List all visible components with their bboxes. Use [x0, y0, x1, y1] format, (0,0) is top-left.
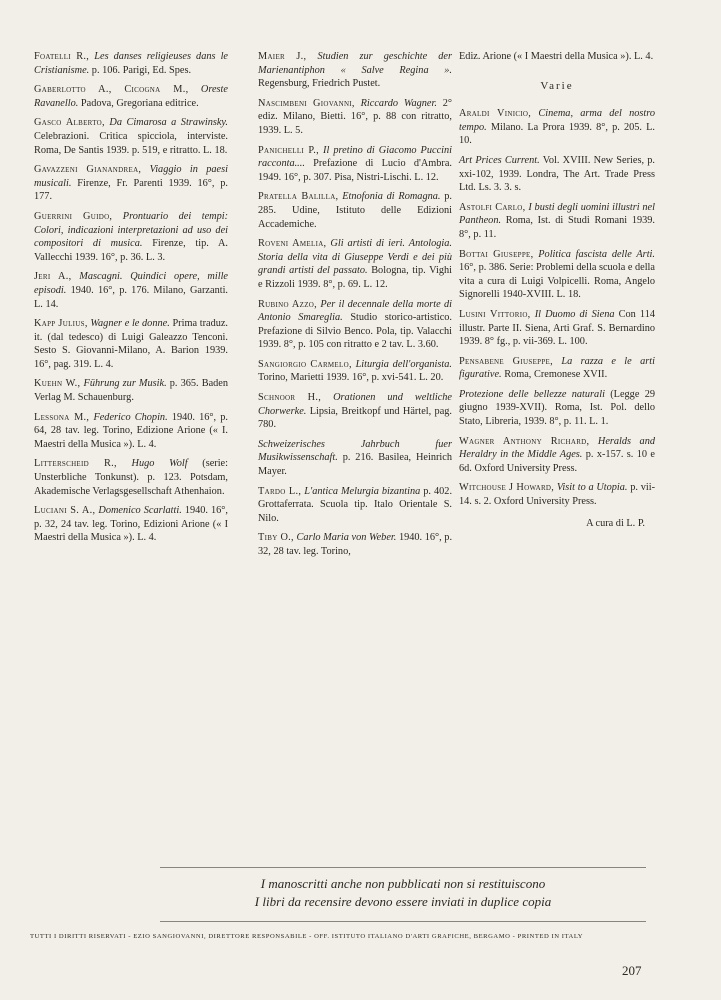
entry-title: Protezione delle bellezze naturali	[459, 388, 605, 400]
entry-author: Wagner Anthony Richard,	[459, 435, 590, 447]
curator-credit: A cura di L. P.	[586, 517, 645, 529]
bibliography-column-3	[459, 50, 655, 530]
bibliography-entry	[258, 391, 452, 432]
entry-details: p. 402. Grottaferrata. Scuola tip. Italo Orientale S. Nilo.	[258, 485, 453, 524]
entry-author: Roveni Amelia,	[258, 238, 327, 250]
entry-title: Les danses religieuses dans le Cristianisme.	[34, 51, 228, 76]
entry-details: 1940. 16°, p. 32, 28 tav. leg. Torino,	[258, 532, 453, 557]
entry-title: Il pretino di Giacomo Puccini racconta....	[258, 144, 453, 170]
entry-details: Milano. La Prora 1939. 8°, p. 205. L. 10.	[459, 121, 656, 147]
bibliography-entry	[258, 97, 452, 138]
entry-details: Regensburg, Friedrich Pustet.	[258, 78, 381, 90]
entry-author: Guerrini Guido,	[34, 210, 113, 222]
entry-details: p. 365. Baden Verlag M. Schauenburg.	[34, 378, 229, 404]
entry-details: p. 285. Udine, Istituto delle Edizioni Accademiche.	[258, 191, 452, 230]
entry-title: Prontuario dei tempi: Colori, indicazioni interpretazioni ad uso dei compositori di musica.	[34, 210, 229, 250]
entry-title: Riccardo Wagner.	[360, 97, 437, 109]
bibliography-entry	[258, 358, 452, 385]
section-heading-varie: Varie	[540, 79, 574, 92]
entry-author: Witchouse J Howard,	[459, 482, 555, 494]
entry-author: Panichelli P.,	[258, 144, 320, 156]
entry-title: Liturgia dell'organista.	[355, 358, 452, 370]
entry-author: Pratella Balilla,	[258, 191, 339, 203]
entry-details: Bologna, tip. Vighi e Rizzoli 1939. 8°, p. 69. L. 12.	[258, 265, 452, 290]
bibliography-entry	[459, 435, 655, 476]
entry-author: Gavazzeni Gianandrea,	[34, 164, 142, 176]
entry-details: 1940. 16°, p. 32, 24 tav. leg. Torino, Edizioni Arione (« I Maestri della Musica »). L. 4.	[34, 505, 228, 544]
entry-title: L'antica Melurgia bizantina	[304, 485, 421, 497]
entry-author: Pensabene Giuseppe,	[459, 355, 553, 367]
bibliography-entry	[459, 481, 655, 508]
bibliography-entry	[34, 83, 228, 110]
entry-title: Führung zur Musik.	[83, 378, 167, 390]
entry-details: Vol. XVIII. New Series, p. xxi-102, 1939. Londra, The Art. Trade Press Ltd. Ls. 3. 3. s.	[459, 154, 655, 194]
bibliography-entry	[34, 163, 228, 204]
bibliography-entry	[258, 438, 452, 479]
entry-details: 1940. 16°, p. 176. Milano, Garzanti. L. 14.	[34, 284, 229, 310]
entry-title: Il Duomo di Siena	[534, 308, 615, 320]
bibliography-entry	[459, 107, 655, 148]
entry-title: Cinema, arma del nostro tempo.	[459, 108, 656, 133]
bibliography-column-2	[258, 50, 452, 565]
bibliography-entry	[34, 116, 228, 157]
entry-author: Astolfi Carlo,	[459, 201, 526, 213]
bibliography-entry	[459, 388, 655, 429]
bibliography-entry	[258, 144, 452, 185]
entry-details: Lipsia, Breitkopf und Härtel, pag. 780.	[258, 405, 452, 431]
entry-author: Jeri A.,	[34, 271, 72, 283]
entry-details: p. vii-14. s. 2. Oxford University Press.	[459, 482, 655, 508]
entry-author: Kapp Julius,	[34, 318, 88, 330]
bibliography-entry	[34, 377, 228, 404]
bibliography-entry	[34, 317, 228, 371]
entry-title: Per il decennale della morte di Antonio Smareglia.	[258, 298, 452, 324]
bibliography-entry	[258, 237, 452, 291]
entry-author: Kuehn W.,	[34, 378, 81, 390]
entry-author: Foatelli R.,	[34, 51, 90, 62]
entry-title: La razza e le arti figurative.	[459, 355, 655, 381]
entry-author: Araldi Vinicio,	[459, 108, 532, 120]
entry-details: Prima traduz. it. (dal tedesco) di Luigi Galeazzo Tenconi. Sesto S. Giovanni-Milano, A. Barion 1939. 16°, pag. 319. L. 4.	[34, 318, 229, 370]
entry-details: 16°, p. 386. Serie: Problemi della scuola e della vita a cura di Luigi Volpicelli. Roma, Angelo Signorelli 1940-XVIII. L. 18.	[459, 262, 655, 301]
divider-bottom	[160, 921, 646, 922]
entry-author: Gaberlotto A., Cicogna M.,	[34, 84, 189, 96]
entry-title: Visit to a Utopia.	[556, 482, 628, 494]
entry-title: Gli artisti di ieri. Antologia. Storia della vita di Giuseppe Verdi e dei più grandi artisti del passato.	[258, 238, 452, 277]
bibliography-entry	[34, 411, 228, 452]
entry-details: Con 114 illustr. Parte II. Siena, Arti Graf. S. Bernardino 1939. 8° fg., p. vii-369. L. 100.	[459, 308, 655, 348]
entry-author: Schnoor H.,	[258, 392, 322, 404]
entry-title: Orationen und weltliche Chorwerke.	[258, 392, 452, 417]
bibliography-entry	[459, 201, 655, 242]
entry-details: p. x-157. s. 10 e 6d. Oxford University Press.	[459, 449, 655, 474]
entry-details: Prefazione di Lucio d'Ambra. 1949. 16°, p. 307. Pisa, Nistri-Lischi. L. 12.	[258, 158, 452, 183]
bibliography-entry	[258, 298, 452, 352]
entry-author: Nascimbeni Giovanni,	[258, 97, 355, 109]
entry-details: Roma, Ist. di Studi Romani 1939. 8°, p. 11.	[459, 215, 655, 240]
entry-details: Firenze, tip. A. Vallecchi 1939. 16°, p. 36. L. 3.	[34, 238, 228, 263]
entry-author: Bottai Giuseppe,	[459, 248, 534, 260]
bibliography-entry	[34, 210, 228, 264]
bibliography-entry	[34, 457, 228, 498]
entry-author: Rubino Azzo,	[258, 298, 318, 310]
entry-details: Torino, Marietti 1939. 16°, p. xvi-541. L. 20.	[258, 372, 444, 384]
entry-author: Lusini Vittorio,	[459, 308, 531, 320]
page-number: 207	[622, 963, 642, 978]
entry-details: p. 216. Basilea, Heinrich Mayer.	[258, 452, 452, 478]
entry-author: Luciani S. A.,	[34, 505, 96, 517]
entry-details: 1940. 16°, p. 64, 28 tav. leg. Torino, Edizione Arione (« I. Maestri della Musica »). L. 4.	[34, 411, 228, 450]
bibliography-entry	[459, 154, 655, 195]
entry-details: Padova, Gregoriana editrice.	[80, 97, 199, 109]
notice-manuscripts: I manoscritti anche non pubblicati non si restituiscono	[260, 876, 546, 891]
entry-title: Heralds and Heraldry in the Middle Ages.	[459, 435, 655, 461]
entry-author: Tiby O.,	[258, 532, 294, 544]
bibliography-entry	[258, 531, 452, 558]
bibliography-entry	[459, 308, 655, 349]
continued-entry: Ediz. Arione (« I Maestri della Musica »). L. 4.	[459, 51, 654, 62]
entry-title: Viaggio in paesi musicali.	[34, 164, 228, 189]
notice-review-copies: I libri da recensire devono essere inviati in duplice copia	[254, 894, 552, 909]
entry-author: Litterscheid R.,	[34, 458, 117, 470]
bibliography-entry	[459, 248, 655, 302]
entry-title: Politica fascista delle Arti.	[538, 248, 655, 260]
entry-author: Tardo L.,	[258, 485, 302, 497]
entry-title: Wagner e le donne.	[90, 318, 170, 330]
entry-title: Oreste Ravanello.	[34, 84, 228, 109]
entry-title: Domenico Scarlatti.	[98, 505, 182, 517]
entry-author: Maier J.,	[258, 51, 307, 62]
entry-title: Carlo Maria von Weber.	[296, 532, 397, 544]
publisher-credits: TUTTI I DIRITTI RISERVATI - EZIO SANGIOVANNI, DIRETTORE RESPONSABILE - OFF. ISTITUTO ITALIANO D'ARTI GRAFICHE, BERGAMO - PRINTED IN ITALY	[30, 933, 584, 940]
entry-details: p. 106. Parigi, Ed. Spes.	[91, 64, 192, 76]
bibliography-entry	[34, 504, 228, 545]
entry-title: Studien zur geschichte der Marienantiphon « Salve Regina ».	[258, 51, 453, 76]
entry-details: Firenze, Fr. Parenti 1939. 16°, p. 177.	[34, 177, 228, 203]
bibliography-entry	[258, 485, 452, 526]
entry-details: Roma, Cremonese XVII.	[504, 369, 608, 381]
entry-details: Celebrazioni. Critica spicciola, interviste. Roma, De Santis 1939. p. 519, e ritratto. L. 18.	[34, 130, 228, 156]
entry-author: Lessona M.,	[34, 411, 90, 423]
entry-title: I busti degli uomini illustri nel Pantheon.	[459, 201, 655, 227]
bibliography-entry	[34, 270, 228, 311]
entry-details: (Legge 29 giugno 1939-XVII). Roma, Ist. Pol. dello Stato, Libreria, 1939. 8°, p. 11. L. 1.	[459, 388, 656, 428]
entry-author: Sangiorgio Carmelo,	[258, 358, 352, 370]
entry-details: 2° ediz. Milano, Bietti. 16°, p. 88 con ritratto, 1939. L. 5.	[258, 97, 453, 136]
entry-title: Federico Chopin.	[93, 411, 168, 423]
entry-author: Gasco Alberto,	[34, 117, 105, 129]
entry-details: (serie: Unsterbliche Tonkunst). p. 123. Potsdam, Akademische Verlagsgesellschaft Athenhaion.	[34, 458, 228, 497]
entry-details: Studio storico-artistico. Prefazione di Silvio Benco. Pola, tip. Valacchi 1939. 8°, p. 105 con ritratto e 2 tav. L. 3.60.	[258, 312, 452, 351]
bibliography-entry	[258, 190, 452, 231]
bibliography-entry	[459, 355, 655, 382]
entry-title: Hugo Wolf	[131, 458, 188, 470]
bibliography-entry	[258, 50, 452, 91]
bibliography-entry	[34, 50, 228, 77]
entry-title: Schweizerisches Jahrbuch fuer Musikwissenschaft.	[258, 438, 452, 464]
entry-title: Da Cimarosa a Strawinsky.	[109, 117, 228, 129]
entry-title: Etnofonia di Romagna.	[342, 191, 441, 203]
entry-title: Art Prices Current.	[459, 154, 540, 166]
divider-top	[160, 867, 646, 868]
entry-title: Mascagni. Quindici opere, mille episodi.	[34, 271, 228, 296]
bibliography-column-1	[34, 50, 228, 551]
